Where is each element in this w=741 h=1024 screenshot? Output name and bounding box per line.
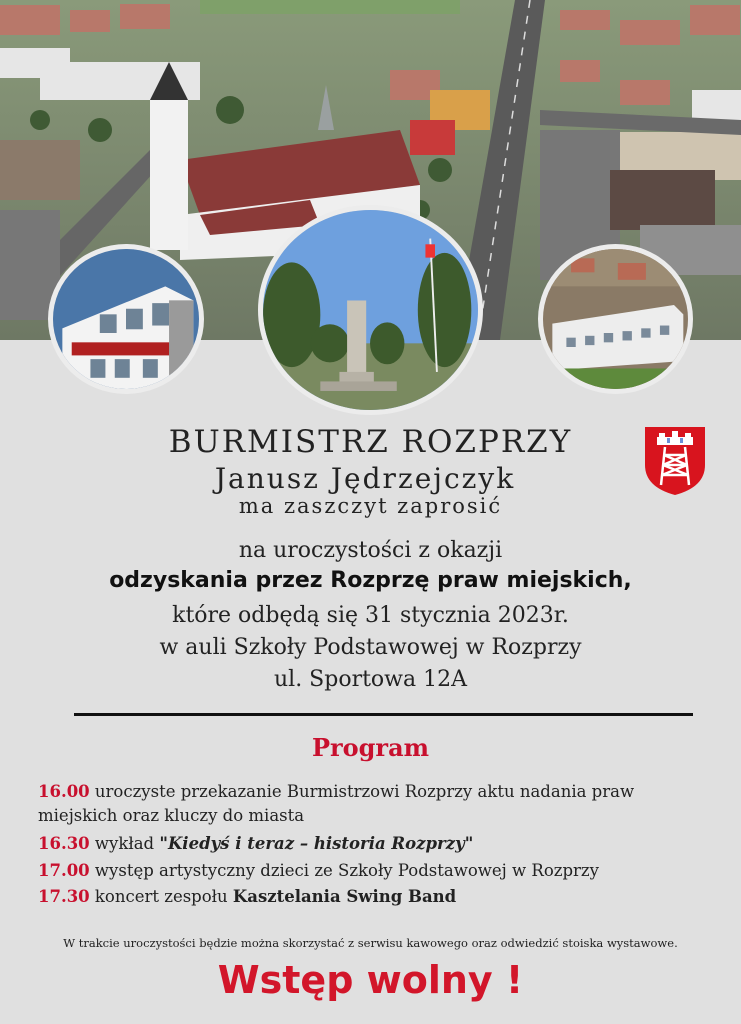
invitation-intro: ma zaszczyt zaprosić (238, 494, 503, 518)
program-time: 16.00 (38, 782, 90, 801)
band-name: Kasztelania Swing Band (232, 887, 457, 906)
program-item-4 (38, 885, 718, 909)
school-photo (538, 244, 693, 394)
program-text: koncert zespołu (94, 887, 233, 906)
invitation-date: które odbędą się 31 stycznia 2023r. (172, 603, 569, 628)
town-hall-photo (48, 244, 204, 394)
invitation-line-1: na uroczystości z okazji (238, 538, 503, 563)
lecture-title: "Kiedyś i teraz – historia Rozprzy" (159, 834, 474, 853)
program-text: wykład (94, 834, 160, 853)
program-time: 16.30 (38, 834, 90, 853)
program-text: występ artystyczny dzieci ze Szkoły Podstawowej w Rozprzy (94, 861, 599, 880)
program-item-1 (38, 780, 718, 828)
program-time: 17.00 (38, 861, 90, 880)
monument-photo (258, 205, 483, 415)
mayor-title: BURMISTRZ ROZPRZY (168, 424, 573, 460)
program-heading: Program (311, 733, 430, 762)
invitation-occasion: odzyskania przez Rozprzę praw miejskich, (109, 568, 632, 593)
mayor-name: Janusz Jędrzejczyk (214, 462, 516, 495)
program-item-2 (38, 832, 718, 856)
program-text: uroczyste przekazanie Burmistrzowi Rozprzy aktu nadania praw miejskich oraz kluczy do miasta (38, 782, 635, 825)
program-time: 17.30 (38, 887, 90, 906)
free-entry-banner: Wstęp wolny ! (217, 958, 524, 1002)
program-item-3 (38, 859, 718, 883)
coffee-service-note: W trakcie uroczystości będzie można skorzystać z serwisu kawowego oraz odwiedzić stoiska wystawowe. (63, 936, 678, 950)
section-divider (74, 713, 693, 716)
invitation-venue: w auli Szkoły Podstawowej w Rozprzy (159, 635, 582, 660)
invitation-address: ul. Sportowa 12A (273, 667, 467, 692)
